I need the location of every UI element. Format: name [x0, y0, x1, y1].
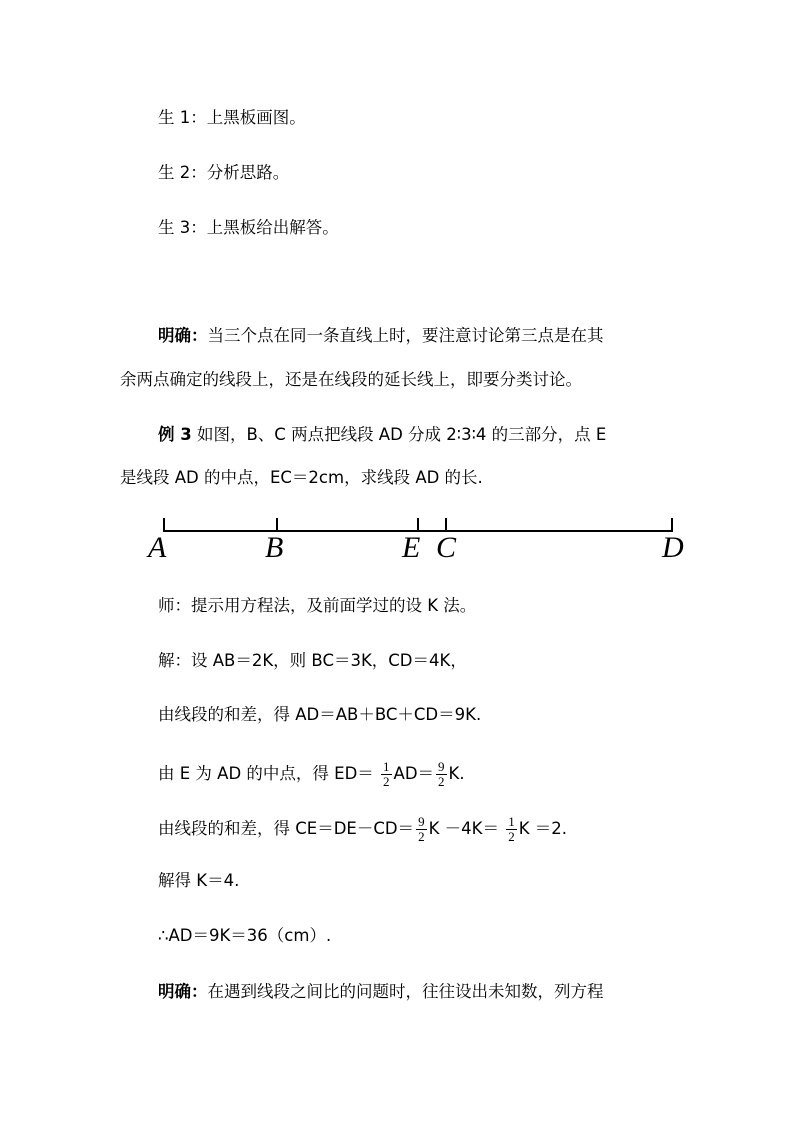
point-label-d: D	[662, 531, 684, 564]
solution-line-4-b: K －4K＝	[428, 819, 505, 838]
fraction-numerator: 1	[508, 814, 515, 829]
point-label-b: B	[265, 531, 284, 564]
student-line-1: 生 1：上黑板画图。	[158, 108, 306, 127]
teacher-line: 师：提示用方程法，及前面学过的设 K 法。	[158, 596, 477, 615]
solution-line-6: ∴AD＝9K＝36（cm）.	[158, 926, 332, 945]
fraction-nine-halves	[416, 815, 427, 844]
solution-line-4	[158, 815, 567, 844]
solution-line-1: 解：设 AB＝2K，则 BC＝3K，CD＝4K，	[158, 651, 467, 670]
example-3-line-1	[158, 425, 606, 445]
example-3-text-1: 如图，B、C 两点把线段 AD 分成 2∶3∶4 的三部分，点 E	[191, 425, 607, 444]
student-line-3: 生 3：上黑板给出解答。	[158, 218, 339, 237]
fraction-denominator: 2	[418, 829, 425, 844]
fraction-numerator: 1	[383, 759, 390, 774]
fraction-half	[381, 760, 392, 789]
fraction-denominator: 2	[508, 829, 515, 844]
solution-line-3-c: K.	[448, 764, 465, 783]
solution-line-4-c: K ＝2.	[518, 819, 568, 838]
example-3-line-2: 是线段 AD 的中点，EC＝2cm，求线段 AD 的长.	[120, 468, 483, 487]
solution-line-3-a: 由 E 为 AD 的中点，得 ED＝	[158, 764, 380, 783]
clarify-1-line-1	[158, 326, 604, 346]
fraction-numerator: 9	[438, 759, 445, 774]
clarify-1-text-1: 当三个点在同一条直线上时，要注意讨论第三点是在其	[207, 326, 604, 345]
example-3-label: 例 3	[158, 425, 192, 444]
point-label-c: C	[436, 531, 457, 564]
point-label-e: E	[402, 531, 421, 564]
clarify-2-label: 明确：	[158, 982, 208, 1001]
solution-line-3	[158, 760, 465, 789]
clarify-1-line-2: 余两点确定的线段上，还是在线段的延长线上，即要分类讨论。	[120, 370, 582, 389]
clarify-2-text: 在遇到线段之间比的问题时，往往设出未知数，列方程	[207, 982, 604, 1001]
solution-line-5: 解得 K＝4.	[158, 871, 240, 890]
point-label-a: A	[148, 531, 167, 564]
clarify-1-label: 明确：	[158, 326, 208, 345]
solution-line-3-b: AD＝	[393, 764, 435, 783]
solution-line-4-a: 由线段的和差，得 CE＝DE－CD＝	[158, 819, 415, 838]
clarify-2-line	[158, 982, 604, 1002]
student-line-2: 生 2：分析思路。	[158, 163, 290, 182]
fraction-numerator: 9	[418, 814, 425, 829]
solution-line-2: 由线段的和差，得 AD＝AB＋BC＋CD＝9K.	[158, 705, 482, 724]
fraction-denominator: 2	[438, 774, 445, 789]
fraction-denominator: 2	[383, 774, 390, 789]
fraction-nine-halves	[436, 760, 447, 789]
fraction-half	[506, 815, 517, 844]
